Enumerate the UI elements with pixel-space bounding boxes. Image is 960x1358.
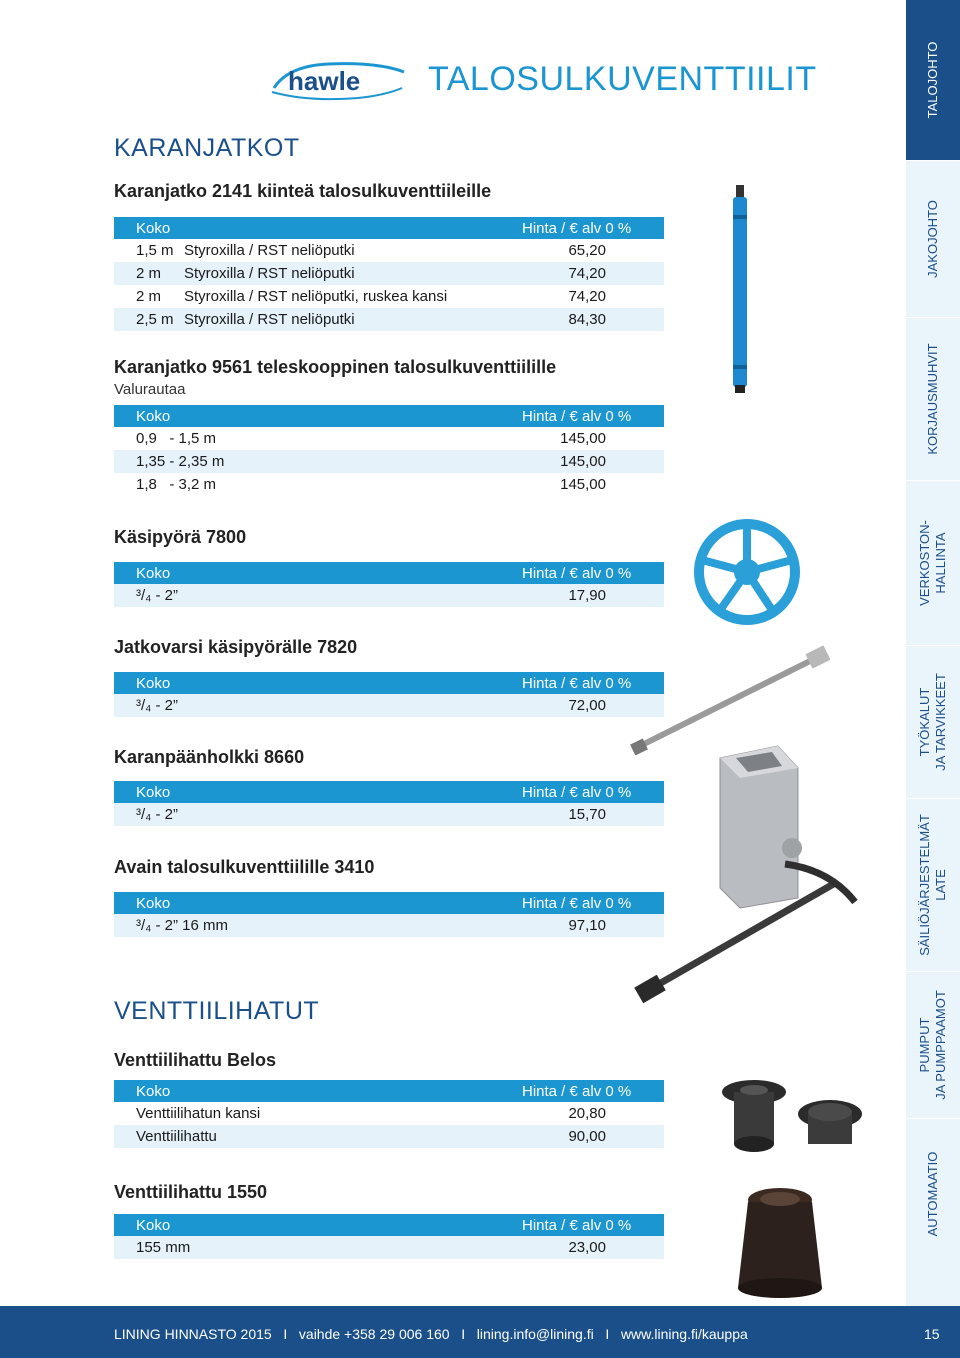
row-size: 1,5 m <box>136 242 174 259</box>
header-price: Hinta / € alv 0 % <box>522 675 632 692</box>
table-row <box>114 803 664 826</box>
tab-label: VERKOSTON- HALLINTA <box>917 520 948 606</box>
valve-cap-belos-image <box>712 1070 867 1165</box>
table-row <box>114 1236 664 1259</box>
row-desc: Styroxilla / RST neliöputki <box>184 265 355 282</box>
table-row <box>114 914 664 937</box>
valve-key-image <box>625 852 860 1012</box>
tab-pumput[interactable] <box>906 972 960 1118</box>
tab-label: PUMPUT JA PUMPPAAMOT <box>917 990 948 1100</box>
row-price: 84,30 <box>568 311 606 328</box>
table-row <box>114 262 664 285</box>
page-number: 15 <box>924 1326 940 1342</box>
header-koko: Koko <box>136 220 171 237</box>
handwheel-image <box>692 518 802 626</box>
table-header <box>114 562 664 584</box>
header-koko: Koko <box>136 675 171 692</box>
header-price: Hinta / € alv 0 % <box>522 784 632 801</box>
row-size: 2 m <box>136 265 162 282</box>
table-header <box>114 1080 664 1102</box>
tab-label: KORJAUSMUHVIT <box>925 343 940 455</box>
row-price: 74,20 <box>568 265 606 282</box>
row-size: Venttiilihattu <box>136 1128 217 1145</box>
header-koko: Koko <box>136 784 171 801</box>
table-header <box>114 892 664 914</box>
tab-sailiojarjestelmat[interactable] <box>906 799 960 971</box>
tab-verkostonhallinta[interactable] <box>906 481 960 645</box>
product-subtitle-9561: Valurautaa <box>114 381 186 398</box>
tab-tyokalut[interactable] <box>906 646 960 798</box>
row-price: 145,00 <box>560 453 606 470</box>
tab-label: SÄILIÖJÄRJESTELMÄT LATE <box>917 814 948 956</box>
product-title-9561: Karanjatko 9561 teleskooppinen talosulkuventtiilille <box>114 357 557 377</box>
tab-label: JAKOJOHTO <box>925 200 940 278</box>
tab-korjausmuhvit[interactable] <box>906 318 960 480</box>
chapter-sidebar <box>906 0 960 1306</box>
row-size: ³/₄ - 2” <box>136 587 178 604</box>
header-price: Hinta / € alv 0 % <box>522 408 632 425</box>
price-table-7820 <box>114 672 664 717</box>
tab-automaatio[interactable] <box>906 1119 960 1269</box>
row-size: ³/₄ - 2” <box>136 697 178 714</box>
table-header <box>114 1214 664 1236</box>
hawle-logo <box>268 58 408 104</box>
row-size: ³/₄ - 2” <box>136 806 178 823</box>
header-price: Hinta / € alv 0 % <box>522 895 632 912</box>
header-price: Hinta / € alv 0 % <box>522 1083 632 1100</box>
table-row <box>114 308 664 331</box>
price-table-belos <box>114 1080 664 1148</box>
product-title-1550: Venttiilihattu 1550 <box>114 1182 268 1202</box>
table-row <box>114 694 664 717</box>
table-row <box>114 285 664 308</box>
tab-label: AUTOMAATIO <box>925 1151 940 1237</box>
product-title-2141: Karanjatko 2141 kiinteä talosulkuventtiileille <box>114 181 492 201</box>
row-price: 23,00 <box>568 1239 606 1256</box>
table-row <box>114 1125 664 1148</box>
page-title: TALOSULKUVENTTIILIT <box>428 60 817 98</box>
header-koko: Koko <box>136 565 171 582</box>
price-table-2141 <box>114 217 664 331</box>
table-row <box>114 584 664 607</box>
row-desc: Styroxilla / RST neliöputki, ruskea kansi <box>184 288 448 305</box>
row-price: 145,00 <box>560 430 606 447</box>
table-row <box>114 427 664 450</box>
tab-label: TYÖKALUT JA TARVIKKEET <box>917 673 948 771</box>
row-desc: Styroxilla / RST neliöputki <box>184 242 355 259</box>
table-header <box>114 217 664 239</box>
valve-cap-1550-image <box>730 1184 830 1300</box>
table-row <box>114 239 664 262</box>
price-table-8660 <box>114 781 664 826</box>
product-title-7800: Käsipyörä 7800 <box>114 527 247 547</box>
header-koko: Koko <box>136 1217 171 1234</box>
row-desc: Styroxilla / RST neliöputki <box>184 311 355 328</box>
tab-jakojohto[interactable] <box>906 161 960 317</box>
svg-text:hawle: hawle <box>288 66 361 96</box>
table-row <box>114 473 664 496</box>
header-koko: Koko <box>136 1083 171 1100</box>
table-header <box>114 405 664 427</box>
row-price: 17,90 <box>568 587 606 604</box>
row-size: 1,35 - 2,35 m <box>136 453 225 470</box>
section-heading-karanjatkot: KARANJATKOT <box>114 134 300 162</box>
row-size: 1,8 - 3,2 m <box>136 476 217 493</box>
row-price: 65,20 <box>568 242 606 259</box>
header-koko: Koko <box>136 408 171 425</box>
row-price: 97,10 <box>568 917 606 934</box>
section-heading-venttiilihatut: VENTTIILIHATUT <box>114 997 320 1025</box>
price-table-7800 <box>114 562 664 607</box>
product-title-belos: Venttiilihattu Belos <box>114 1050 277 1070</box>
row-size: 0,9 - 1,5 m <box>136 430 217 447</box>
price-table-9561 <box>114 405 664 496</box>
row-size: ³/₄ - 2” 16 mm <box>136 917 228 934</box>
row-size: 2,5 m <box>136 311 174 328</box>
header-price: Hinta / € alv 0 % <box>522 565 632 582</box>
table-header <box>114 672 664 694</box>
row-price: 145,00 <box>560 476 606 493</box>
table-row <box>114 450 664 473</box>
product-title-7820: Jatkovarsi käsipyörälle 7820 <box>114 637 358 657</box>
product-title-8660: Karanpäänholkki 8660 <box>114 747 305 767</box>
header-price: Hinta / € alv 0 % <box>522 220 632 237</box>
row-price: 90,00 <box>568 1128 606 1145</box>
row-size: 2 m <box>136 288 162 305</box>
row-price: 74,20 <box>568 288 606 305</box>
header-koko: Koko <box>136 895 171 912</box>
table-header <box>114 781 664 803</box>
price-table-3410 <box>114 892 664 937</box>
extension-rod-image <box>720 185 760 395</box>
tab-talojohto[interactable] <box>906 0 960 160</box>
table-row <box>114 1102 664 1125</box>
tab-label: TALOJOHTO <box>925 41 940 119</box>
row-size: Venttiilihatun kansi <box>136 1105 261 1122</box>
price-table-1550 <box>114 1214 664 1259</box>
footer-contact: LINING HINNASTO 2015 I vaihde +358 29 006 160 I lining.info@lining.fi I www.lining.fi/kauppa <box>114 1326 748 1342</box>
header-price: Hinta / € alv 0 % <box>522 1217 632 1234</box>
row-price: 72,00 <box>568 697 606 714</box>
row-price: 20,80 <box>568 1105 606 1122</box>
row-size: 155 mm <box>136 1239 191 1256</box>
product-title-3410: Avain talosulkuventtiilille 3410 <box>114 857 375 877</box>
row-price: 15,70 <box>568 806 606 823</box>
